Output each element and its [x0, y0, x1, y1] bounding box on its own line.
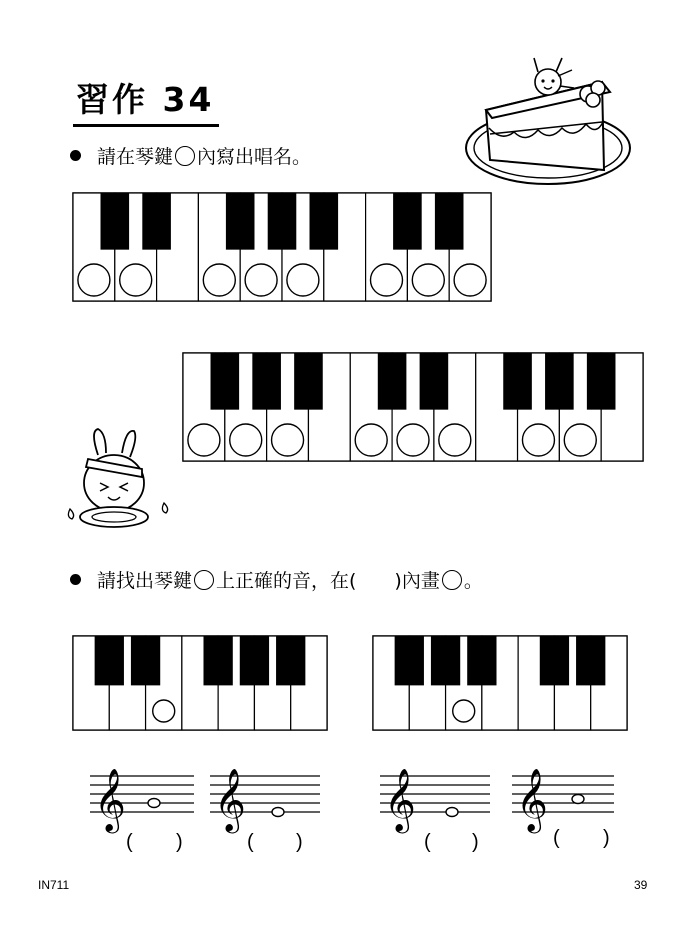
answer-circle	[453, 700, 475, 722]
answer-circle	[397, 424, 429, 456]
black-key	[268, 193, 296, 249]
cake-illustration	[462, 52, 638, 192]
instruction-2-text-a: 請找出琴鍵	[97, 570, 193, 592]
black-key	[211, 353, 239, 409]
instruction-1-text-a: 請在琴鍵	[97, 146, 174, 168]
answer-slot-4-open: (	[553, 827, 560, 849]
black-key	[435, 193, 463, 249]
black-key	[101, 193, 129, 249]
answer-circle	[153, 700, 175, 722]
treble-clef-icon: 𝄞	[94, 768, 126, 831]
answer-circle	[78, 264, 110, 296]
answer-circle	[287, 264, 319, 296]
black-key	[378, 353, 406, 409]
answer-circle	[439, 424, 471, 456]
black-key	[95, 636, 123, 685]
answer-circle	[245, 264, 277, 296]
black-key	[131, 636, 159, 685]
black-key	[295, 353, 323, 409]
instruction-2	[70, 568, 483, 594]
answer-circle	[188, 424, 220, 456]
answer-circle	[230, 424, 262, 456]
exercise-title: 習作 34	[76, 80, 215, 119]
black-key	[253, 353, 281, 409]
answer-slot-2-open: (	[247, 831, 254, 853]
answer-slot-2-close: )	[296, 831, 303, 853]
black-key	[395, 636, 423, 685]
footer-code: IN711	[38, 878, 70, 892]
piano-keyboard-2	[182, 352, 644, 462]
bunny-illustration	[64, 425, 180, 535]
piano-keyboard-1	[72, 192, 492, 302]
circle-symbol-icon	[175, 146, 195, 166]
answer-circle	[454, 264, 486, 296]
staff-2	[210, 760, 320, 840]
treble-clef-icon: 𝄞	[516, 768, 548, 831]
black-key	[468, 636, 496, 685]
answer-circle	[203, 264, 235, 296]
treble-clef-icon: 𝄞	[384, 768, 416, 831]
answer-circle	[564, 424, 596, 456]
black-key	[240, 636, 268, 685]
title-underline	[73, 124, 219, 127]
answer-circle	[120, 264, 152, 296]
black-key	[577, 636, 605, 685]
black-key	[504, 353, 532, 409]
black-key	[204, 636, 232, 685]
black-key	[394, 193, 422, 249]
instruction-1-text-b: 內寫出唱名。	[197, 146, 312, 168]
black-key	[143, 193, 171, 249]
answer-slot-1-close: )	[176, 831, 183, 853]
black-key	[431, 636, 459, 685]
instruction-1	[70, 144, 311, 170]
answer-slot-3-open: (	[424, 831, 431, 853]
piano-keyboard-4	[372, 635, 628, 731]
bullet-icon	[70, 150, 81, 161]
note-head	[572, 795, 584, 804]
staff-1	[90, 760, 194, 840]
note-head	[148, 799, 160, 808]
instruction-2-text-c: 。	[463, 570, 483, 592]
answer-circle	[355, 424, 387, 456]
circle-symbol-icon	[194, 570, 214, 590]
instruction-2-text-b: 上正確的音，在( )內畫	[216, 570, 440, 592]
page-number: 39	[634, 878, 648, 892]
answer-slot-3-close: )	[472, 831, 479, 853]
black-key	[310, 193, 338, 249]
answer-slot-4-close: )	[603, 827, 610, 849]
black-key	[546, 353, 574, 409]
staff-4	[512, 760, 614, 840]
answer-circle	[412, 264, 444, 296]
answer-circle	[272, 424, 304, 456]
note-head	[446, 808, 458, 817]
staff-3	[380, 760, 490, 840]
black-key	[587, 353, 615, 409]
answer-circle	[522, 424, 554, 456]
piano-keyboard-3	[72, 635, 328, 731]
bullet-icon	[70, 574, 81, 585]
black-key	[540, 636, 568, 685]
answer-slot-1-open: (	[126, 831, 133, 853]
black-key	[277, 636, 305, 685]
black-key	[226, 193, 254, 249]
treble-clef-icon: 𝄞	[214, 768, 246, 831]
answer-circle	[371, 264, 403, 296]
note-head	[272, 808, 284, 817]
black-key	[420, 353, 448, 409]
circle-symbol-icon	[442, 570, 462, 590]
